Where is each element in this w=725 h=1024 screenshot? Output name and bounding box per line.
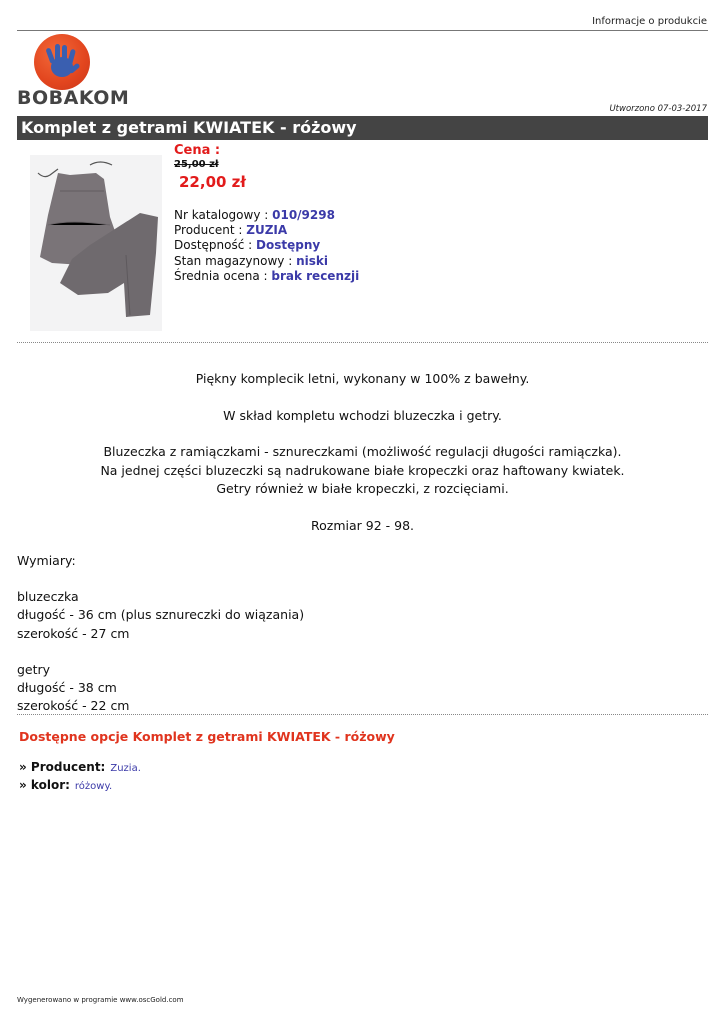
product-info — [174, 143, 359, 284]
spec-label: Nr katalogowy : — [174, 208, 269, 222]
spec-row — [174, 269, 359, 284]
availability-value: Dostępny — [256, 238, 321, 253]
spec-label: Średnia ocena : — [174, 268, 268, 283]
price-label: Cena : — [174, 143, 221, 158]
option-value: różowy. — [74, 781, 113, 792]
dimensions-heading: Wymiary: — [17, 553, 76, 568]
option-label: » Producent: — [19, 760, 106, 774]
dimension-line: szerokość - 27 cm — [17, 625, 130, 641]
spec-label: Dostępność : — [174, 238, 253, 253]
old-price: 25,00 zł — [174, 159, 219, 170]
description-line: Rozmiar 92 - 98. — [311, 517, 414, 533]
dimension-line: szerokość - 22 cm — [17, 698, 130, 714]
leggings-dimensions — [17, 661, 304, 716]
product-image[interactable] — [30, 155, 162, 331]
option-row — [19, 777, 141, 795]
catalog-number: 010/9298 — [272, 208, 335, 222]
option-value: Zuzia. — [110, 763, 141, 774]
divider — [17, 714, 708, 715]
section-label: Informacje o produkcie — [592, 16, 707, 27]
logo-text: BOBAKOM — [17, 87, 130, 109]
options-title: Dostępne opcje Komplet z getrami KWIATEK - różowy — [19, 729, 395, 744]
footer: Wygenerowano w programie www.oscGold.com — [17, 996, 184, 1004]
product-description — [17, 370, 708, 553]
stock-value: niski — [296, 253, 328, 268]
product-specs — [174, 208, 359, 284]
option-row — [19, 759, 141, 777]
spec-label: Producent : — [174, 223, 243, 238]
dimension-line: długość - 38 cm — [17, 680, 117, 696]
producer-value: ZUZIA — [246, 223, 288, 238]
option-label: » kolor: — [19, 778, 70, 792]
description-line: Bluzeczka z ramiączkami - sznureczkami (możliwość regulacji długości ramiączka). — [103, 444, 622, 459]
spec-row — [174, 208, 359, 223]
created-date: Utworzono 07-03-2017 — [609, 104, 707, 114]
blouse-dimensions — [17, 588, 304, 643]
description-line: W skład kompletu wchodzi bluzeczka i getry. — [223, 407, 502, 423]
spec-row — [174, 238, 359, 253]
description-line: Na jednej części bluzeczki są nadrukowane białe kropeczki oraz haftowany kwiatek. — [100, 462, 625, 478]
hand-icon — [44, 42, 82, 82]
new-price: 22,00 zł — [179, 173, 246, 191]
dimension-line: bluzeczka — [17, 589, 79, 605]
description-paragraph — [17, 443, 708, 499]
spec-row — [174, 254, 359, 269]
description-line: Getry również w białe kropeczki, z rozcięciami. — [216, 481, 509, 496]
description-line: Piękny komplecik letni, wykonany w 100% z bawełny. — [195, 371, 530, 386]
spec-label: Stan magazynowy : — [174, 253, 293, 268]
header-rule — [17, 30, 708, 31]
product-title: Komplet z getrami KWIATEK - różowy — [17, 116, 708, 140]
logo — [17, 34, 130, 109]
dimension-line: długość - 36 cm (plus sznureczki do wiązania) — [17, 607, 305, 623]
dimensions — [17, 552, 304, 733]
options-list — [19, 759, 141, 795]
dimension-line: getry — [17, 661, 51, 677]
rating-value: brak recenzji — [271, 268, 360, 283]
divider — [17, 342, 708, 343]
spec-row — [174, 223, 359, 238]
